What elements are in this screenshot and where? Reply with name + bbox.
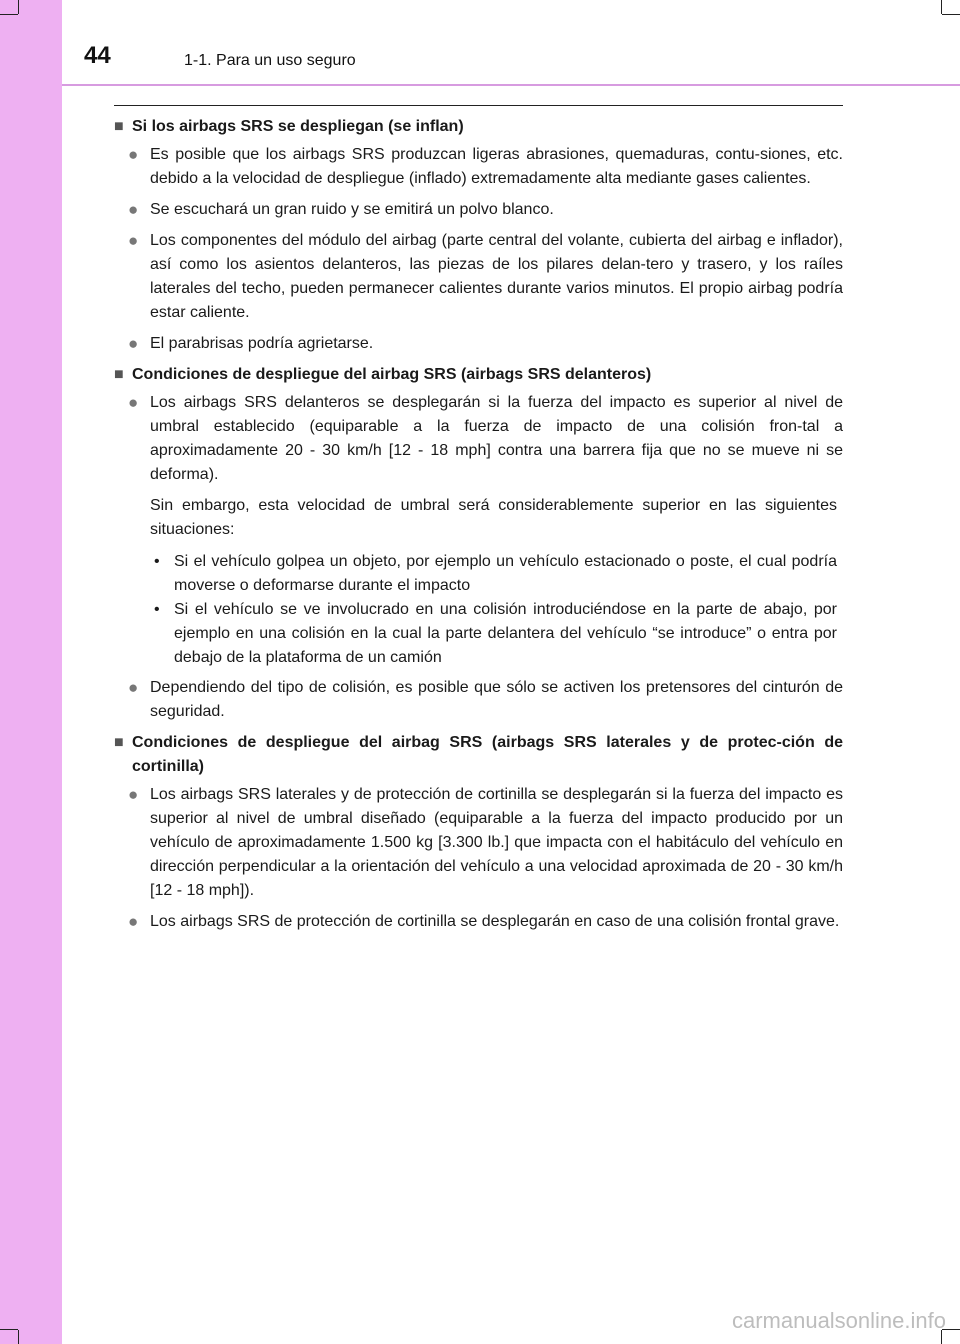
bullet-item [128, 198, 843, 222]
circle-bullet-icon: ● [128, 145, 139, 164]
crop-mark [941, 0, 942, 14]
bullet-item [128, 143, 843, 191]
header-rule [62, 84, 960, 86]
section-heading [114, 363, 843, 387]
crop-mark [18, 1330, 19, 1344]
content-top-rule [114, 105, 843, 106]
circle-bullet-icon: ● [128, 678, 139, 697]
circle-bullet-icon: ● [128, 393, 139, 412]
square-bullet-icon: ■ [114, 118, 124, 135]
sub-item-text: Si el vehículo golpea un objeto, por ejemplo un vehículo estacionado o poste, el cual podría moverse o deformarse durante el impacto [174, 553, 837, 594]
page-body [114, 115, 843, 941]
bullet-text: Los componentes del módulo del airbag (parte central del volante, cubierta del airbag e inflador), así como los asientos delanteros, las piezas de los pilares delan-tero y trasero, y los raíles laterales del techo, pueden permanecer calientes durante varios minutos. El propio airbag podría estar caliente. [150, 232, 843, 321]
bullet-item [128, 676, 843, 724]
bullet-item [128, 332, 843, 356]
bullet-item [128, 391, 843, 487]
page-number: 44 [84, 42, 111, 69]
crop-mark [0, 1329, 18, 1330]
bullet-text: Los airbags SRS delanteros se desplegarán si la fuerza del impacto es superior al nivel de umbral establecido (equiparable a la fuerza de impacto de una colisión fron-tal a aproximadamente 20 - 30 km/h [12 - 18 mph] contra una barrera fija que no se mueve ni se deforma). [150, 394, 843, 483]
page-header [62, 0, 960, 84]
heading-text: Si los airbags SRS se despliegan (se inflan) [132, 118, 464, 135]
circle-bullet-icon: ● [128, 200, 139, 219]
section-heading [114, 731, 843, 779]
bullet-item [128, 910, 843, 934]
bullet-text: Se escuchará un gran ruido y se emitirá un polvo blanco. [150, 201, 554, 218]
sub-item-text: Si el vehículo se ve involucrado en una colisión introduciéndose en la parte de abajo, por ejemplo en una colisión en la cual la parte delantera del vehículo “se introduce” o entra por debajo de la plataforma de un camión [174, 601, 837, 666]
bullet-item [128, 783, 843, 903]
bullet-item [128, 229, 843, 325]
crop-mark [18, 0, 19, 14]
paragraph: Sin embargo, esta velocidad de umbral será considerablemente superior en las siguientes situaciones: [150, 497, 837, 538]
heading-text: Condiciones de despliegue del airbag SRS (airbags SRS laterales y de protec-ción de cortinilla) [132, 734, 843, 775]
circle-bullet-icon: ● [128, 912, 139, 931]
section-heading [114, 115, 843, 139]
crop-mark [942, 14, 960, 15]
sub-item [150, 598, 843, 670]
section-title: 1-1. Para un uso seguro [184, 52, 356, 69]
bullet-text: Los airbags SRS laterales y de protección de cortinilla se desplegarán si la fuerza del impacto es superior al nivel de umbral diseñado (equiparable a la fuerza del impacto producido por un vehículo de aproximadamente 1.500 kg [3.300 lb.] que impacta con el habitáculo del vehículo en dirección perpendicular a la orientación del vehículo a una velocidad aproximada de 20 - 30 km/h [12 - 18 mph]). [150, 786, 843, 899]
side-color-band [0, 0, 62, 1344]
circle-bullet-icon: ● [128, 231, 139, 250]
watermark: carmanualsonline.info [731, 1308, 946, 1333]
bullet-text: Es posible que los airbags SRS produzcan ligeras abrasiones, quemaduras, contu-siones, etc. debido a la velocidad de despliegue (inflado) extremadamente alta mediante gases calientes. [150, 146, 843, 187]
bullet-text: Dependiendo del tipo de colisión, es posible que sólo se activen los pretensores del cinturón de seguridad. [150, 679, 843, 720]
square-bullet-icon: ■ [114, 366, 124, 383]
small-dot-icon: • [154, 601, 160, 618]
square-bullet-icon: ■ [114, 734, 124, 751]
crop-mark [0, 14, 18, 15]
small-dot-icon: • [154, 553, 160, 570]
circle-bullet-icon: ● [128, 785, 139, 804]
bullet-text: El parabrisas podría agrietarse. [150, 335, 374, 352]
bullet-text: Los airbags SRS de protección de cortinilla se desplegarán en caso de una colisión frontal grave. [150, 913, 840, 930]
heading-text: Condiciones de despliegue del airbag SRS (airbags SRS delanteros) [132, 366, 652, 383]
sub-item [150, 550, 843, 598]
circle-bullet-icon: ● [128, 334, 139, 353]
